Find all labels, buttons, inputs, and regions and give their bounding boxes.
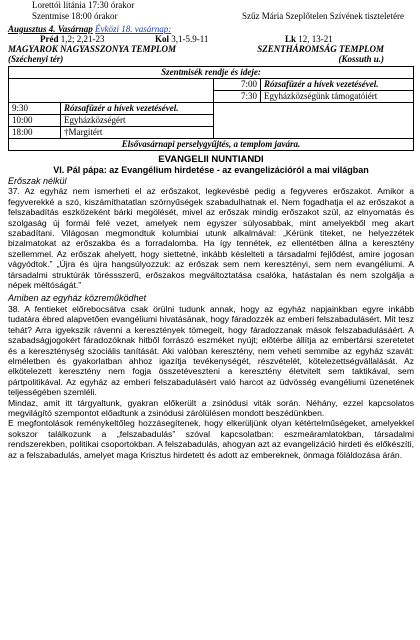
second-reading-book: Kol <box>155 34 170 44</box>
schedule-intention: Egyházközségünk támogatóiért <box>261 91 414 103</box>
left-church-name: MAGYAROK NAGYASSZONYA TEMPLOM <box>8 44 177 54</box>
right-church-place: (Kossuth u.) <box>338 54 384 64</box>
mass-schedule-table <box>8 66 414 151</box>
section-heading: Erőszak nélkül <box>8 176 67 186</box>
article-subtitle: VI. Pál pápa: az Evangélium hirdetése - az evangelizációról a mai világban <box>53 165 369 175</box>
church-names <box>8 44 414 64</box>
first-reading-book: Préd <box>40 34 59 44</box>
week-heading <box>8 24 414 34</box>
schedule-footer: Elsővasárnapi perselygyűjtés, a templom javára. <box>9 139 414 151</box>
second-reading <box>155 34 285 44</box>
table-row <box>9 103 414 115</box>
schedule-title: Szentmisék rendje és ideje: <box>9 67 414 79</box>
readings-line <box>8 34 414 44</box>
section-heading: Amiben az egyház közreműködhet <box>8 293 147 304</box>
gospel-book: Lk <box>285 34 297 44</box>
table-row <box>9 127 414 139</box>
table-row <box>9 91 414 103</box>
right-church-name: SZENTHÁROMSÁG TEMPLOM <box>257 44 384 54</box>
litany-time: Lorettói litánia 17:30 órakor <box>32 0 135 10</box>
sunday-name: Évközi 18. vasárnap: <box>95 24 172 34</box>
gospel-ref: 12, 13-21 <box>296 34 333 44</box>
week-date: Augusztus 4. Vasárnap <box>8 24 93 34</box>
article-title: EVANGELII NUNTIANDI <box>158 154 264 165</box>
schedule-time: 18:00 <box>9 127 61 139</box>
schedule-time: 10:00 <box>9 115 61 127</box>
left-church-place: (Széchenyi tér) <box>8 54 64 64</box>
header-notes <box>8 0 414 22</box>
gospel-reading <box>285 34 333 44</box>
first-reading <box>40 34 155 44</box>
schedule-time: 7:30 <box>214 91 261 103</box>
schedule-intention: Rózsafüzér a hívek vezetésével. <box>61 103 214 115</box>
table-row <box>9 115 414 127</box>
table-row <box>9 79 414 91</box>
schedule-intention: Egyházközségért <box>61 115 214 127</box>
paragraph-37: 37. Az egyház nem ismerheti el az erőszakot, legkevésbé pedig a fegyveres erőszakot. Amikor a fegyverekké a szó, kiszámíthatatlan szörnyűségek szabadulhatnak el. Nem fogadhatja el az erőszakot a felszabadítás eszközeként bárki megölését, mivel az erőszak mindig erőszakot szül, az elnyomatás és szolgaság új formái felé vezet, amelyek nem egyszer súlyosabbak, mint amelyekből meg akart szabadítani. Világosan megmondtuk kolumbiai utunk alkalmával: „Kérünk titeket, ne helyezzétek bizalmatokat az erőszakba és a forradalomba. Ha így tennétek, ez ellentétben állna a keresztény szellemmel. Az erőszak ahelyett, hogy siettetné, inkább késlelteti a társadalmi fejlődést, amire jogosan vágyódtok.” „Újra és újra hangsúlyozzuk: az erőszak sem nem keresztényi, sem nem evangéliumi. A társadalmi struktúrák töréssszerű, erőszakos megváltoztatása csalóka, hatástalan és nem szolgálja a népek méltóságát.” <box>8 186 414 291</box>
schedule-time: 9:30 <box>9 103 61 115</box>
schedule-time: 7:00 <box>214 79 261 91</box>
article <box>8 154 414 460</box>
schedule-intention: Rózsafüzér a hívek vezetésével. <box>261 79 414 91</box>
devotion-note: Szűz Mária Szeplőtelen Szívének tiszteletére <box>242 11 404 21</box>
paragraph-38: 38. A fentieket előrebocsátva csak örülni tudunk annak, hogy az egyház napjainkban egyre inkább tudatára ébred alapvetően evangéliumi hivatásának, hogy fáradozzék az emberi felszabadulásért. Mit tesz tehát? Arra igyekszik rávenni a keresztények tömegeit, hogy fáradozzanak mások felszabadulásáért. A szabadságjogokért fáradozóknak hitből forrászó eszméket nyújt; elõtérbe állítja az embertársi szeretetet és a kereszténység szociális tanítását. Aki valóban keresztény, nem veheti semmibe az egyház szavát: elméletben és gyakorlatban ahhoz igazítja tevékenységét, részvételét, kötelezettségvállalását. Az elkötelezett keresztény nem fogja összetéveszteni a keresztény életvitelt sem taktikával, sem pártpolitikával. Az egyház az emberi felszabadulásért való harcot az üdvösség evangéliumi üzenetének teljességében szemléli. <box>8 303 414 398</box>
schedule-intention: †Margitért <box>61 127 214 139</box>
mass-time: Szentmise 18:00 órakor <box>32 11 118 21</box>
first-reading-ref: 1,2; 2,21-23 <box>58 34 105 44</box>
paragraph-38-end: E megfontolások reménykeltőleg hozzásegítenek, hogy elkerüljünk olyan kétértelműségeket, amelyekkel sokszor találkozunk a „felszabadulás” szóval kapcsolatban: eszmeáramlatokban, társadalmi rendszerekben, politikai csoportokban. A felszabadulás, ahogyan azt az evangelizáció hirdeti és előkészíti, az a felszabadulás, amelyet maga Krisztus hirdetett és adott az embereknek, önmaga föláldozása árán. <box>8 418 414 460</box>
second-reading-ref: 3,1-5.9-11 <box>169 34 209 44</box>
paragraph-38-cont: Mindaz, amit itt tárgyaltunk, gyakran előkerült a zsinódusi viták során. Néhány, ezzel kapcsolatos megvilágító szempontot előadtunk a zsinódusi zárólülésen mondott beszédünkben. <box>8 397 414 418</box>
